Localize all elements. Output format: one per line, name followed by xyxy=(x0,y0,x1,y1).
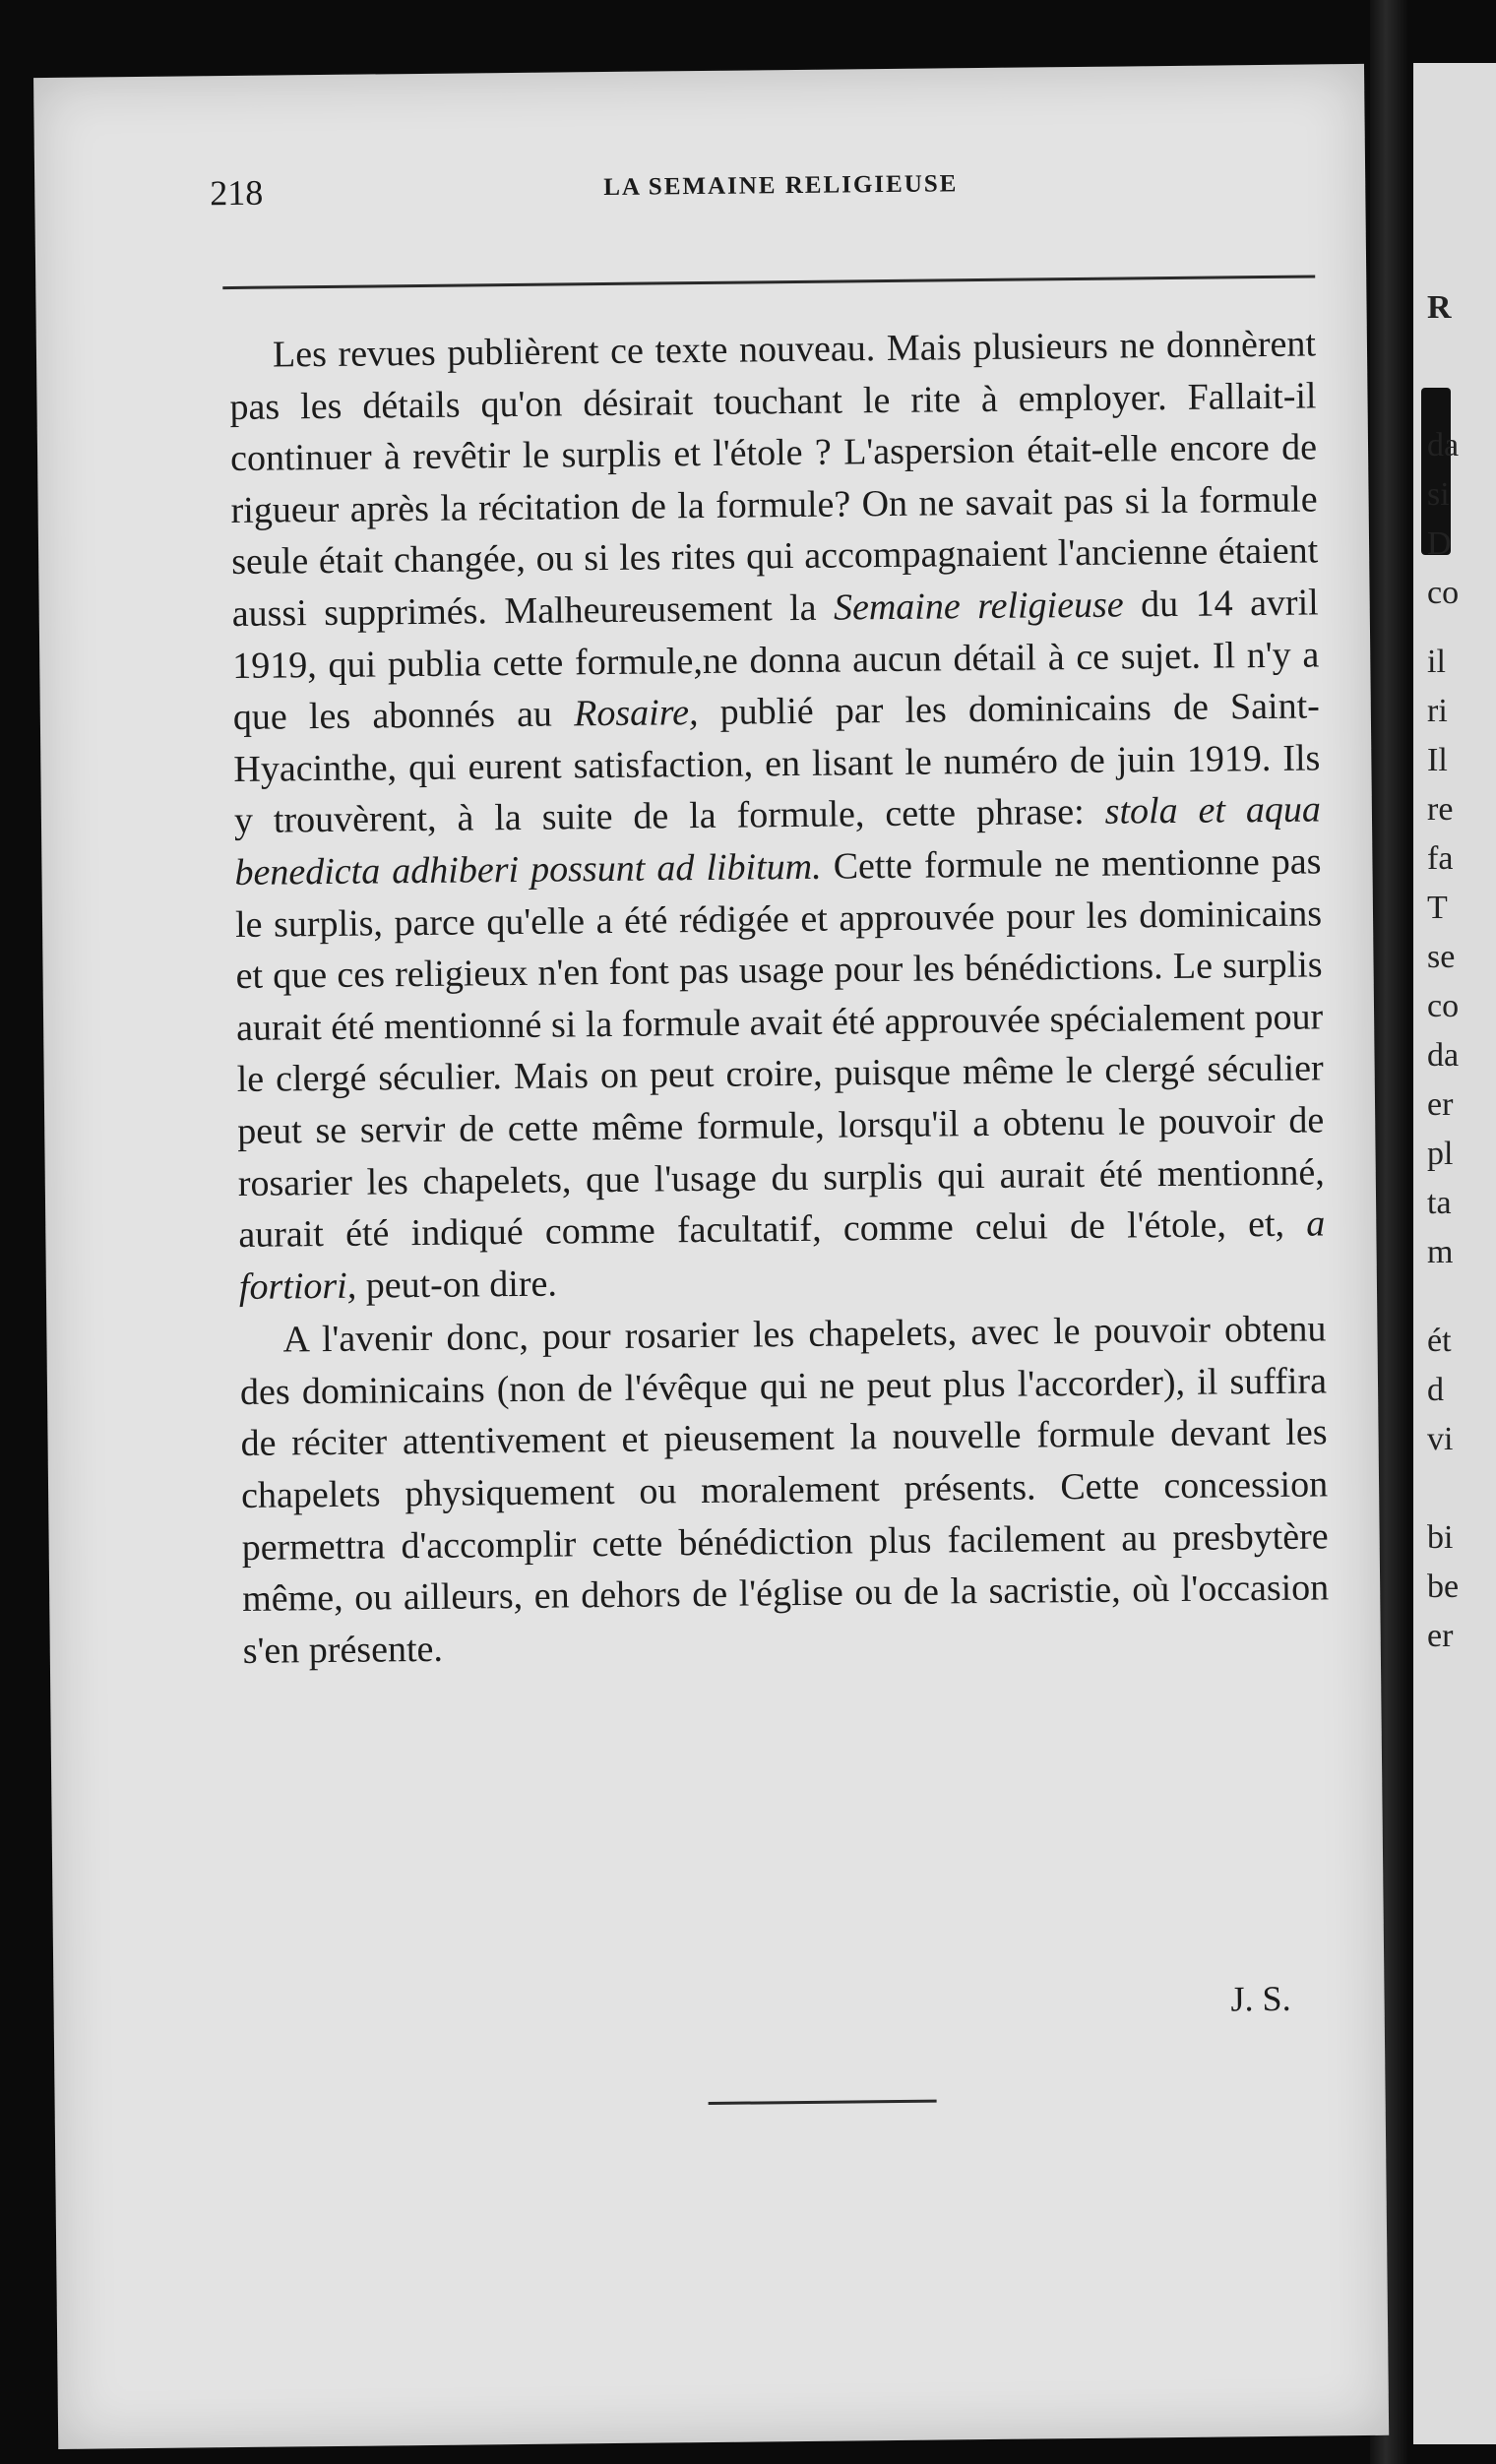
facing-page-fragment: m xyxy=(1427,1234,1454,1270)
facing-page-fragment: er xyxy=(1427,1618,1454,1654)
book-page xyxy=(33,64,1389,2449)
text-run: peut-on dire. xyxy=(355,1263,558,1307)
facing-page-fragment: ri xyxy=(1427,693,1448,729)
facing-page-fragment: fa xyxy=(1427,840,1454,877)
facing-page-fragment: co xyxy=(1427,988,1460,1024)
facing-page-fragment: ta xyxy=(1427,1185,1452,1221)
facing-page-fragment: R xyxy=(1427,289,1452,326)
header-rule xyxy=(222,275,1315,289)
facing-page-fragment: pl xyxy=(1427,1136,1454,1172)
facing-page-fragment: si xyxy=(1427,476,1450,513)
facing-page-fragment: Il xyxy=(1427,742,1448,778)
text-run: du 14 avril 1919, qui publia cette formule,ne donna aucun détail à ce sujet. Il n'y a que les abonnés au xyxy=(232,582,1320,739)
facing-page-fragment: da xyxy=(1427,1037,1460,1074)
facing-page-fragment: co xyxy=(1427,575,1460,611)
facing-page-fragment: se xyxy=(1427,939,1456,975)
italic-run: a fortiori, xyxy=(238,1202,1326,1308)
text-run: A l'avenir donc, pour rosarier les chapelets, avec le pouvoir obtenu des dominicains (non de l'évêque qui ne peut plus l'accorder), il suffira de réciter attentivement et pieusement la nouvelle formule devant les chapelets physiquement ou moralement présents. Cette concession permettra d'accomplir cette bénédiction plus facilement au presbytère même, ou ailleurs, en dehors de l'église ou de la sacristie, où l'occasion s'en présente. xyxy=(239,1308,1330,1672)
facing-page-fragment: T xyxy=(1427,890,1448,926)
italic-run: stola et aqua benedicta adhiberi possunt ad libitum. xyxy=(234,788,1322,893)
end-rule xyxy=(709,2100,937,2105)
facing-page-fragment: da xyxy=(1427,427,1460,463)
facing-page-fragment: re xyxy=(1427,791,1454,828)
facing-page-fragment: il xyxy=(1427,644,1446,680)
facing-page-fragment: vi xyxy=(1427,1421,1454,1457)
running-head xyxy=(210,151,1340,221)
italic-run: Semaine religieuse xyxy=(833,584,1124,629)
facing-page-fragment: ét xyxy=(1427,1323,1452,1359)
facing-page-fragment: D xyxy=(1427,525,1452,562)
facing-page-fragment: bi xyxy=(1427,1519,1454,1556)
paragraph xyxy=(229,318,1326,1313)
facing-page-edge xyxy=(1413,63,1496,2444)
running-head-title: LA SEMAINE RELIGIEUSE xyxy=(603,170,959,202)
paragraph xyxy=(239,1304,1330,1678)
facing-page-fragment: d xyxy=(1427,1372,1444,1408)
text-run: publié par les dominicains de Saint-Hyacinthe, qui eurent satisfaction, en lisant le numéro de juin 1919. Ils y trouvèrent, à la suite de la formule, cette phrase: xyxy=(233,685,1321,842)
text-run: Cette formule ne mentionne pas le surplis, parce qu'elle a été rédigée et approuvée pour les dominicains et que ces religieux n'en font pas usage pour les bénédictions. Le surplis aurait été mentionné si la formule avait été approuvée spécialement pour le clergé séculier. Mais on peut croire, puisque même le clergé séculier peut se servir de cette même formule, lorsqu'il a obtenu le pouvoir de rosarier les chapelets, que l'usage du surplis qui aurait été mentionné, aurait été indiqué comme facultatif, comme celui de l'étole, et, xyxy=(234,840,1325,1257)
author-signature: J. S. xyxy=(1230,1978,1291,2019)
text-run: Les revues publièrent ce texte nouveau. Mais plusieurs ne donnèrent pas les détails qu'on désirait touchant le rite à employer. Fallait-il continuer à revêtir le surplis et l'étole ? L'aspersion était-elle encore de rigueur après la récitation de la formule? On ne savait pas si la formule seule était changée, ou si les rites qui accompagnaient l'ancienne étaient aussi supprimés. Malheureusement la xyxy=(229,323,1319,635)
italic-run: Rosaire, xyxy=(573,692,699,735)
page-number: 218 xyxy=(210,172,264,214)
body-text xyxy=(229,318,1330,1677)
facing-page-fragment: er xyxy=(1427,1086,1454,1123)
facing-page-fragment: be xyxy=(1427,1569,1460,1605)
